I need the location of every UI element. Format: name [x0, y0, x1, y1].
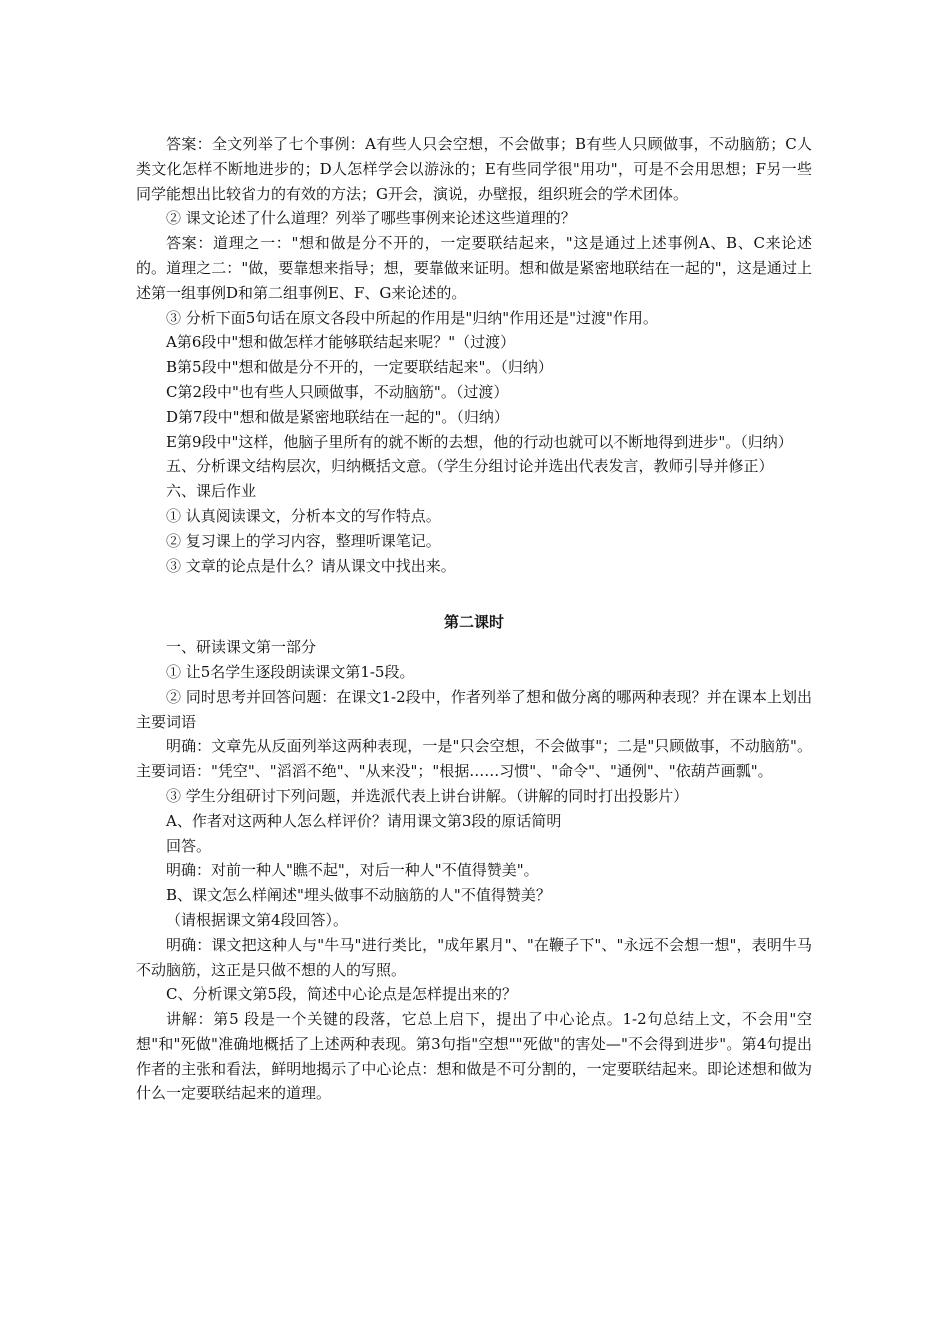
question-c: C、分析课文第5段，简述中心论点是怎样提出来的？: [166, 985, 518, 1004]
list-item: D第7段中"想和做是紧密地联结在一起的"。（归纳）: [166, 407, 509, 426]
question-2: ② 课文论述了什么道理？列举了哪些事例来论述这些道理的？: [166, 209, 576, 228]
question-a-continued: 回答。: [166, 836, 212, 855]
clarification-paragraph: 明确：课文把这种人与"牛马"进行类比，"成年累月"、"在鞭子下"、"永远不会想一想"，表明牛马不动脑筋，这正是只做不想的人的写照。: [136, 935, 812, 979]
section-title: 第二课时: [443, 613, 504, 632]
part-heading: 一、研读课文第一部分: [166, 638, 317, 657]
homework-item: ① 认真阅读课文，分析本文的写作特点。: [166, 506, 441, 525]
question-a: A、作者对这两种人怎么样评价？请用课文第3段的原话简明: [166, 811, 562, 830]
section-five: 五、分析课文结构层次，归纳概括文意。（学生分组讨论并选出代表发言，教师引导并修正）: [166, 457, 774, 476]
list-item: A第6段中"想和做怎样才能够联结起来呢？"（过渡）: [166, 333, 516, 352]
question-3: ③ 分析下面5句话在原文各段中所起的作用是"归纳"作用还是"过渡"作用。: [166, 308, 658, 327]
document-page: [136, 132, 812, 1106]
step-item: ② 同时思考并回答问题：在课文1-2段中，作者列举了想和做分离的哪两种表现？并在课本上划出主要词语: [136, 687, 812, 731]
list-item: B第5段中"想和做是分不开的，一定要联结起来"。（归纳）: [166, 358, 553, 377]
clarification-paragraph: 明确：对前一种人"瞧不起"，对后一种人"不值得赞美"。: [166, 861, 539, 880]
question-b: B、课文怎么样阐述"埋头做事不动脑筋的人"不值得赞美？: [166, 886, 551, 905]
step-item: ③ 学生分组研讨下列问题，并选派代表上讲台讲解。（讲解的同时打出投影片）: [166, 786, 689, 805]
spacer: [136, 578, 812, 594]
step-item: ① 让5名学生逐段朗读课文第1-5段。: [166, 662, 415, 681]
homework-item: ② 复习课上的学习内容，整理听课笔记。: [166, 531, 441, 550]
homework-item: ③ 文章的论点是什么？请从课文中找出来。: [166, 556, 456, 575]
explanation-paragraph: 讲解：第5 段是一个关键的段落，它总上启下，提出了中心论点。1-2句总结上文，不会用"空想"和"死做"准确地概括了上述两种表现。第3句指"空想""死做"的害处—"不会得到进步"。第4句提出作者的主张和看法，鲜明地揭示了中心论点：想和做是不可分割的，一定要联结起来。即论述想和做为什么一定要联结起来的道理。: [136, 1010, 812, 1103]
section-six-heading: 六、课后作业: [166, 482, 257, 501]
list-item: C第2段中"也有些人只顾做事，不动脑筋"。（过渡）: [166, 382, 509, 401]
answer-paragraph: 答案：道理之一："想和做是分不开的，一定要联结起来，"这是通过上述事例A、B、C来论述的。道理之二："做，要靠想来指导；想，要靠做来证明。想和做是紧密地联结在一起的"，这是通过上述第一组事例D和第二组事例E、F、G来论述的。: [136, 234, 812, 302]
question-b-hint: （请根据课文第4段回答）。: [166, 910, 349, 929]
answer-paragraph: 答案：全文列举了七个事例：A有些人只会空想，不会做事；B有些人只顾做事，不动脑筋；C人类文化怎样不断地进步的；D人怎样学会以游泳的；E有些同学很"用功"，可是不会用思想；F另一些同学能想出比较省力的有效的方法；G开会，演说，办壁报，组织班会的学术团体。: [136, 135, 812, 203]
clarification-paragraph: 明确：文章先从反面列举这两种表现，一是"只会空想，不会做事"；二是"只顾做事，不动脑筋"。主要词语："凭空"、"滔滔不绝"、"从来没"；"根据……习惯"、"命令"、"通例"、"依葫芦画瓢"。: [136, 737, 812, 781]
list-item: E第9段中"这样，他脑子里所有的就不断的去想，他的行动也就可以不断地得到进步"。（归纳）: [166, 432, 793, 451]
